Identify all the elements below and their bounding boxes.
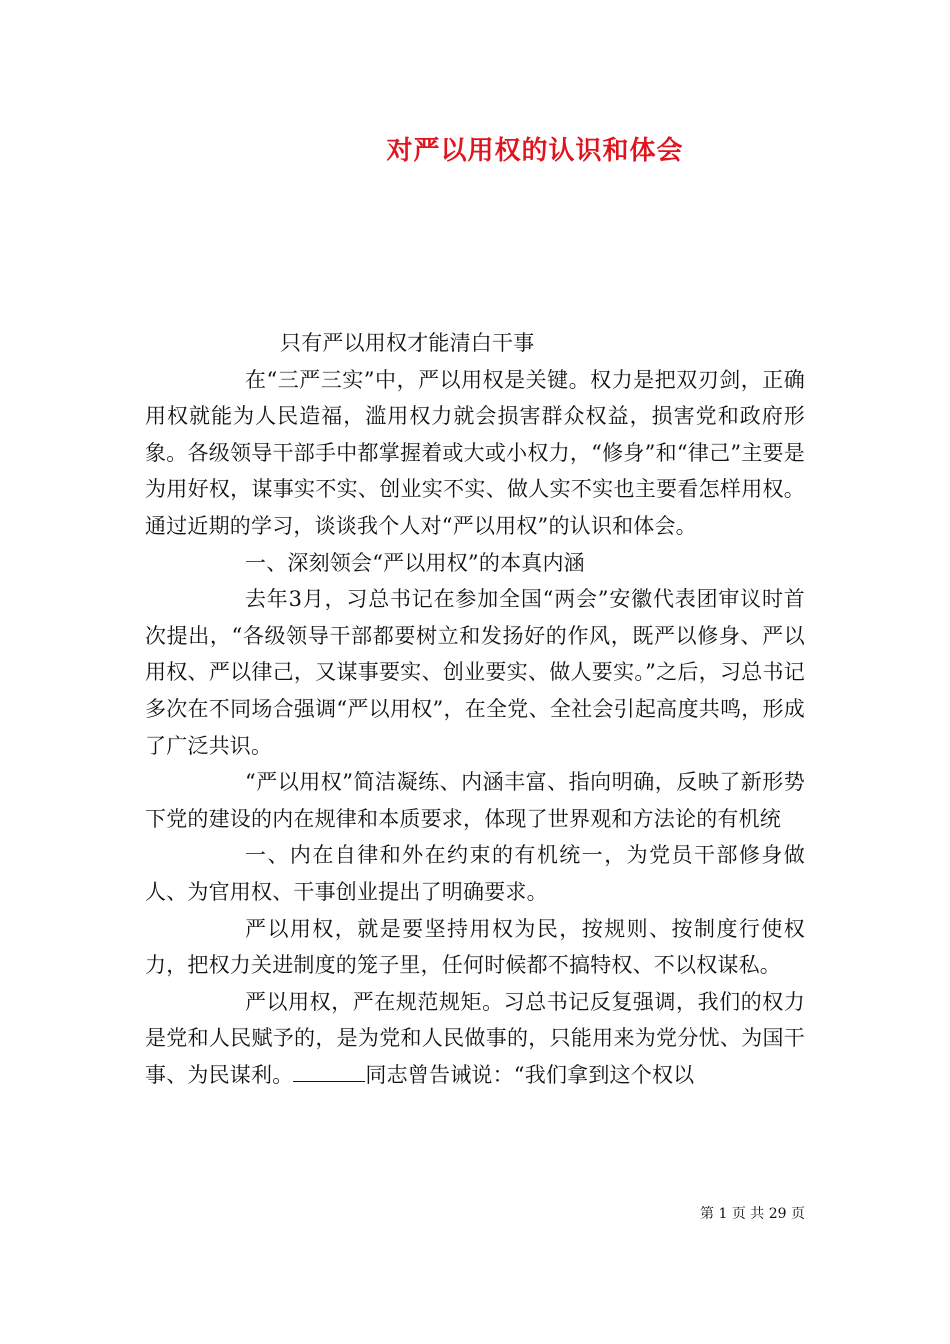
paragraph xyxy=(145,984,805,1094)
page-number: 第 1 页 共 29 页 xyxy=(700,1206,805,1222)
paragraph: 一、内在自律和外在约束的有机统一，为党员干部修身做人、为官用权、干事创业提出了明确要求。 xyxy=(145,843,805,904)
paragraph: 严以用权，就是要坚持用权为民，按规则、按制度行使权力，把权力关进制度的笼子里，任何时候都不搞特权、不以权谋私。 xyxy=(145,916,805,978)
section-subtitle: 只有严以用权才能清白干事 xyxy=(280,331,535,355)
section-heading: 一、深刻领会“严以用权”的本真内涵 xyxy=(245,550,585,575)
paragraph: “严以用权”简洁凝练、内涵丰富、指向明确，反映了新形势下党的建设的内在规律和本质要求，体现了世界观和方法论的有机统 xyxy=(145,770,805,831)
paragraph-text: 同志曾告诫说：“我们拿到这个权以 xyxy=(365,1062,695,1087)
document-title: 对严以用权的认识和体会 xyxy=(386,136,684,166)
paragraph: 去年3月，习总书记在参加全国“两会”安徽代表团审议时首次提出，“各级领导干部都要树立和发扬好的作风，既严以修身、严以用权、严以律己，又谋事要实、创业要实、做人要实。”之后，习总书记多次在不同场合强调“严以用权”，在全党、全社会引起高度共鸣，形成了广泛共识。 xyxy=(145,587,805,758)
document-body xyxy=(145,325,805,1093)
paragraph-text: 严以用权，严在规范规矩。习总书记反复强调，我们的权力是党和人民赋予的，是为党和人民做事的，只能用来为党分忧、为国干事、为民谋利。 xyxy=(145,989,805,1087)
paragraph: 在“三严三实”中，严以用权是关键。权力是把双刃剑，正确用权就能为人民造福，滥用权力就会损害群众权益，损害党和政府形象。各级领导干部手中都掌握着或大或小权力，“修身”和“律己”主要是为用好权，谋事实不实、创业实不实、做人实不实也主要看怎样用权。通过近期的学习，谈谈我个人对“严以用权”的认识和体会。 xyxy=(145,367,805,538)
blank-line xyxy=(293,1063,365,1082)
